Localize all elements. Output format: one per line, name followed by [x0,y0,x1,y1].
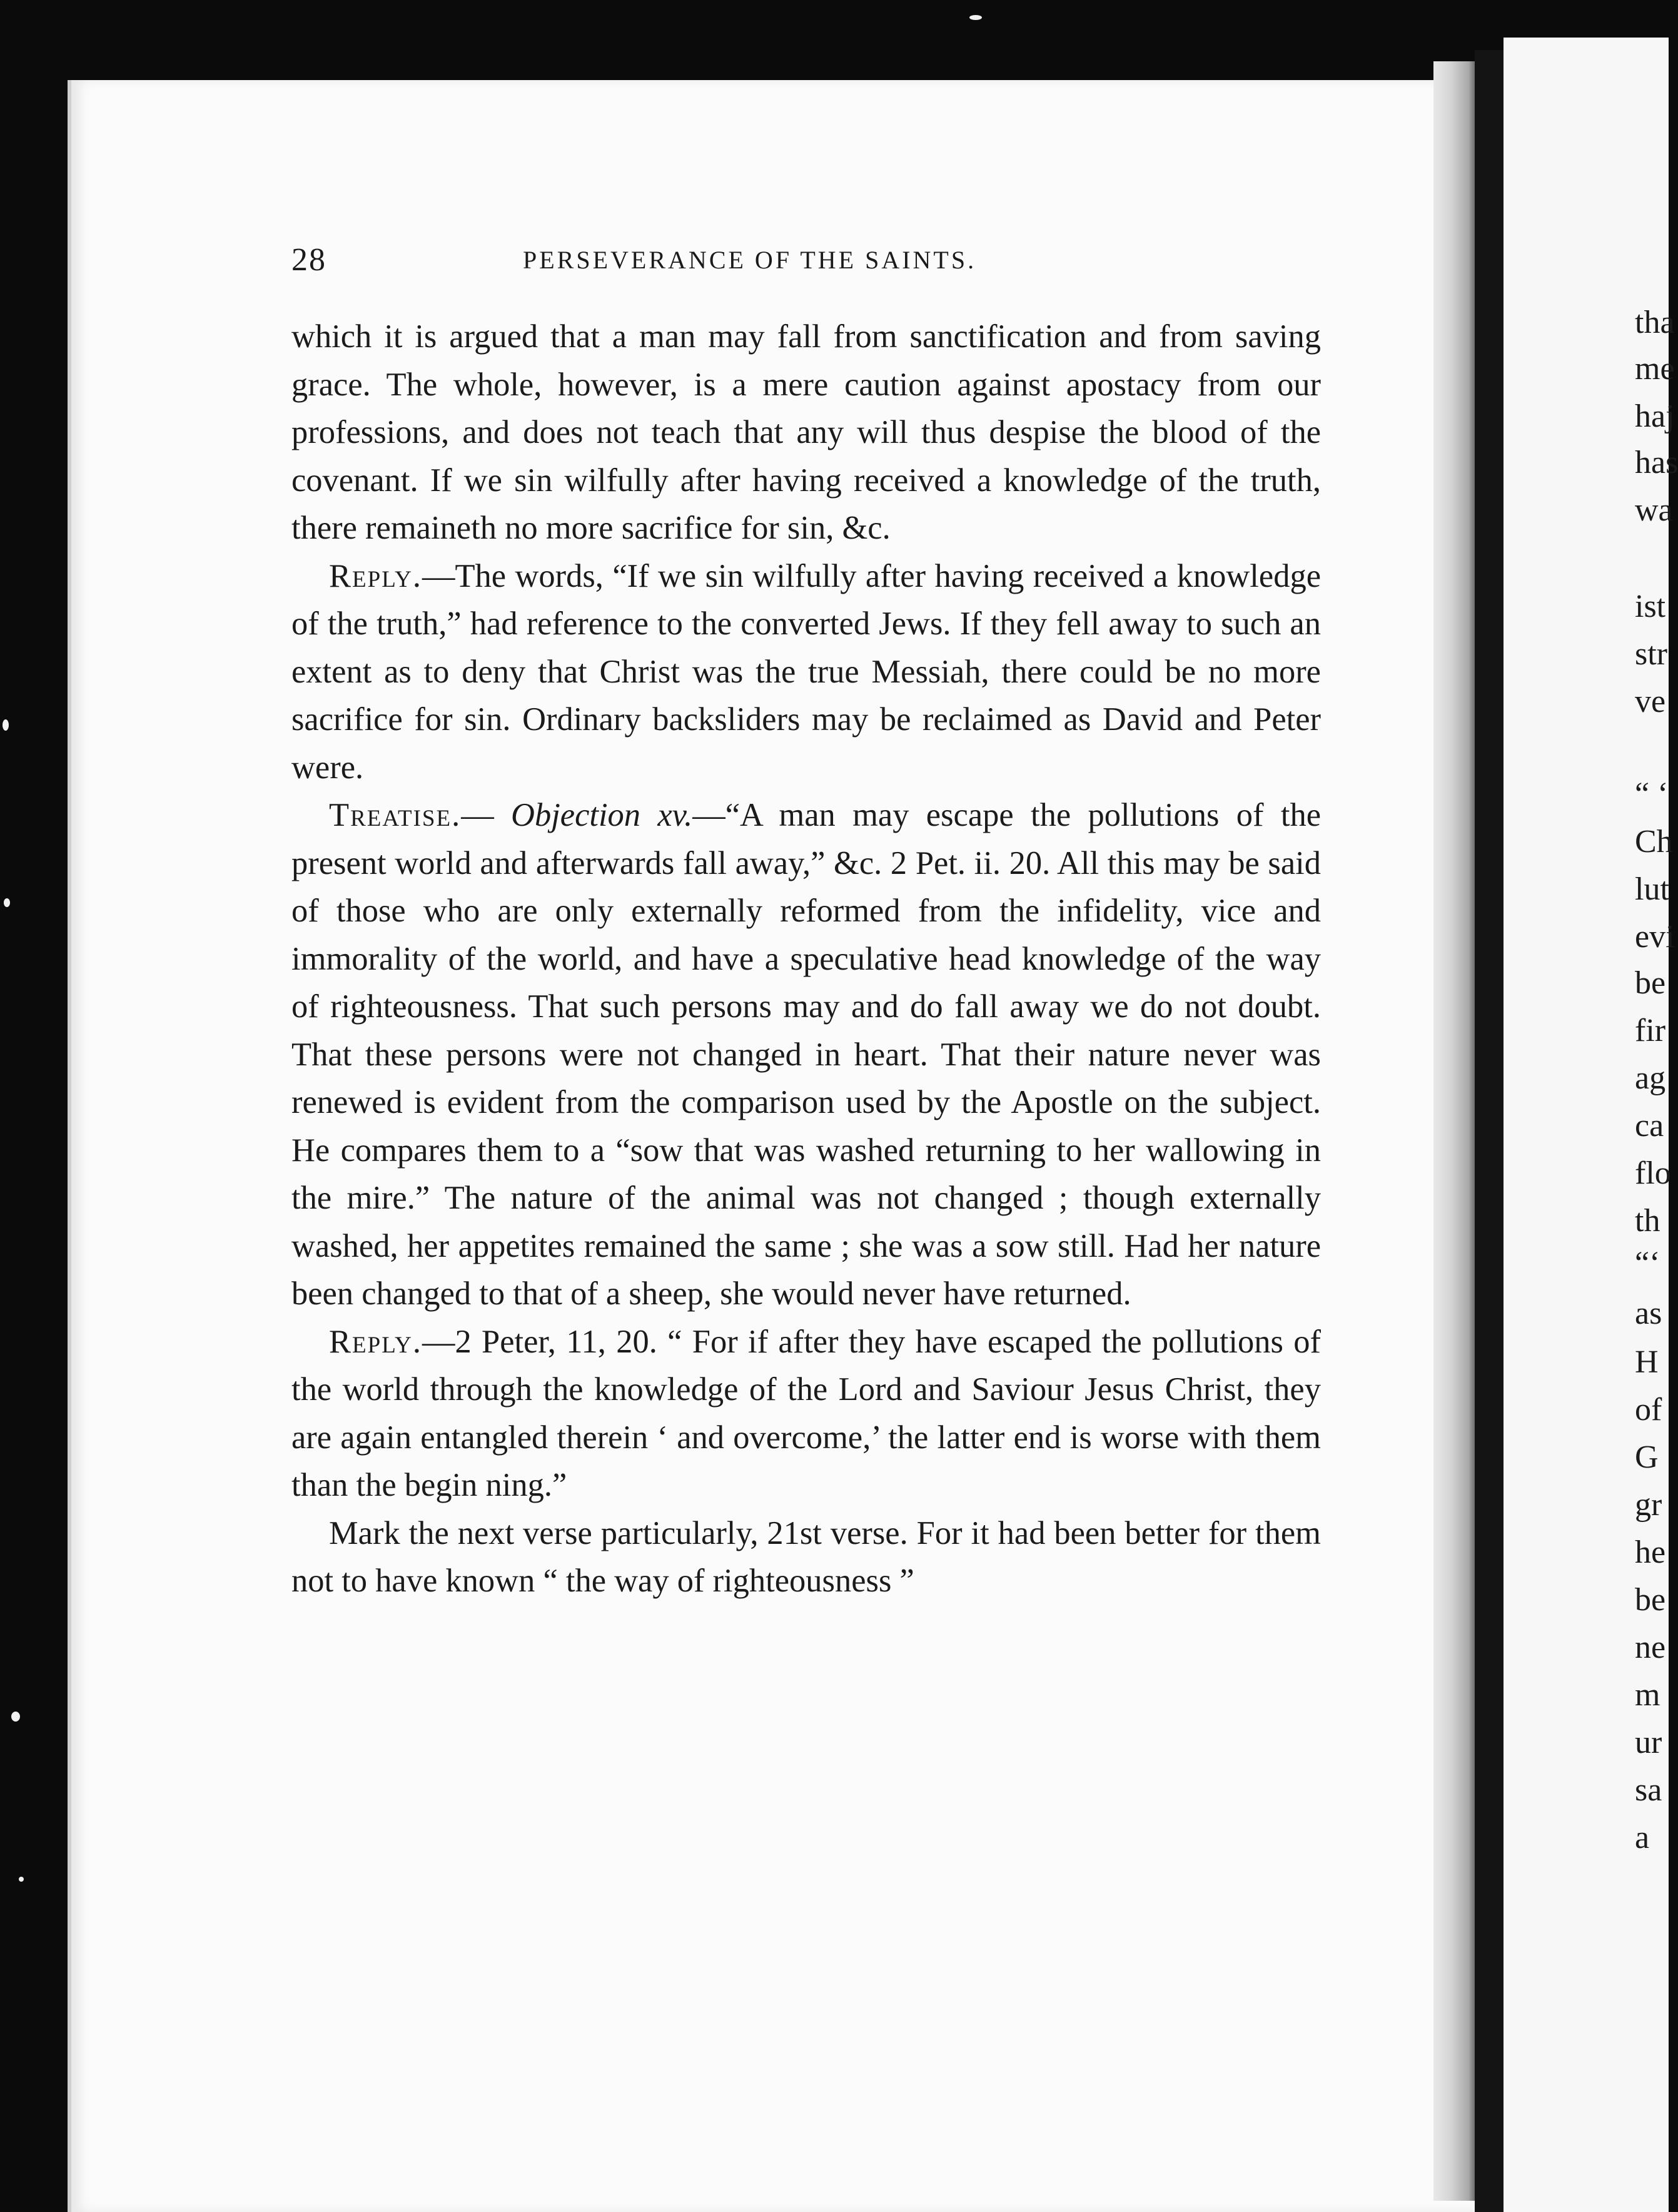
reply-text: —The words, “If we sin wilfully after having received a knowledge of the truth,” had reference to the converted Jews. If they fell away to such an extent as to deny that Christ was the true Messiah, there could be no more sacrifice for sin. Ordinary backsliders may be reclaimed as David and Peter were. [291,557,1321,786]
facing-fragment: ca [1635,1108,1664,1144]
scan-speck [4,898,10,907]
facing-fragment: m [1635,1677,1660,1713]
facing-fragment: me [1635,351,1675,387]
facing-fragment: wa [1635,492,1673,528]
facing-fragment: H [1635,1344,1659,1380]
facing-fragment: as [1635,1296,1662,1331]
facing-fragment: Ch [1635,824,1673,860]
running-head: PERSEVERANCE OF THE SAINTS. [523,246,977,274]
treatise-paragraph [291,791,1321,1318]
facing-fragment: haj [1635,398,1675,434]
facing-fragment: evi [1635,919,1675,955]
facing-fragment: of [1635,1392,1662,1428]
facing-fragment: be [1635,1582,1666,1618]
scan-speck [11,1712,20,1722]
reply-paragraph [291,552,1321,792]
treatise-text: —“A man may escape the pollutions of the present world and afterwards fall away,” &c. 2 Pet. ii. 20. All this may be said of those who are only externally reformed from the infidelity, vice and immorality of the world, and have a speculative head knowledge of the way of righteousness. That such persons may and do fall away we do not doubt. That these persons were not changed in heart. That their nature never was renewed is evident from the comparison used by the Apostle on the subject. He compares them to a “sow that was washed returning to her wallowing in the mire.” The nature of the animal was not changed ; though externally washed, her appetites remained the same ; she was a sow still. Had her nature been changed to that of a sheep, she would never have returned. [291,797,1321,1312]
facing-fragment: tha [1635,305,1675,340]
facing-fragment: be [1635,965,1666,1001]
book-gutter [1475,50,1504,2212]
facing-fragment: ne [1635,1630,1666,1665]
facing-fragment: ag [1635,1060,1666,1096]
facing-fragment: sa [1635,1772,1662,1808]
facing-fragment: has [1635,445,1678,480]
paragraph: which it is argued that a man may fall from sanctification and from saving grace. The whole, however, is a mere caution against apostacy from our professions, and does not teach that any will thus despise the blood of the covenant. If we sin wilfully after having received a knowledge of the truth, there remaineth no more sacrifice for sin, &c. [291,318,1321,546]
facing-fragment: flo [1635,1155,1671,1191]
scan-speck [19,1877,24,1882]
page-number: 28 [291,242,326,278]
facing-fragment: ve [1635,684,1666,719]
facing-fragment: lut [1635,871,1669,907]
paragraph: Mark the next verse particularly, 21st verse. For it had been better for them not to have known “ the way of righteousness ” [291,1514,1321,1599]
scan-speck [3,719,9,731]
page-body [291,313,1321,1605]
facing-fragment: ur [1635,1725,1662,1760]
facing-fragment: he [1635,1535,1666,1570]
facing-fragment: a [1635,1820,1650,1855]
reply-label: Reply. [329,1323,422,1360]
page-header [291,241,1317,285]
facing-fragment: str [1635,636,1667,672]
treatise-dash: — [461,797,512,833]
reply-text: —2 Peter, 11, 20. “ For if after they have escaped the pollutions of the world through the knowledge of the Lord and Saviour Jesus Christ, they are again entangled therein ‘ and overcome,’ the latter end is worse with them than the begin ning.” [291,1323,1321,1503]
facing-fragment: G [1635,1439,1659,1475]
page-edge [1433,61,1475,2201]
facing-fragment: fir [1635,1013,1666,1048]
reply-paragraph [291,1318,1321,1509]
facing-fragment: gr [1635,1487,1662,1523]
objection-label: Objection xv. [511,797,693,833]
facing-fragment: “ ‘ [1635,776,1669,812]
facing-fragment: ist [1635,589,1666,624]
treatise-label: Treatise. [329,797,462,833]
facing-fragment: “‘ [1635,1246,1660,1281]
reply-label: Reply. [329,557,422,594]
scan-speck [969,15,982,20]
facing-fragment: th [1635,1203,1660,1239]
